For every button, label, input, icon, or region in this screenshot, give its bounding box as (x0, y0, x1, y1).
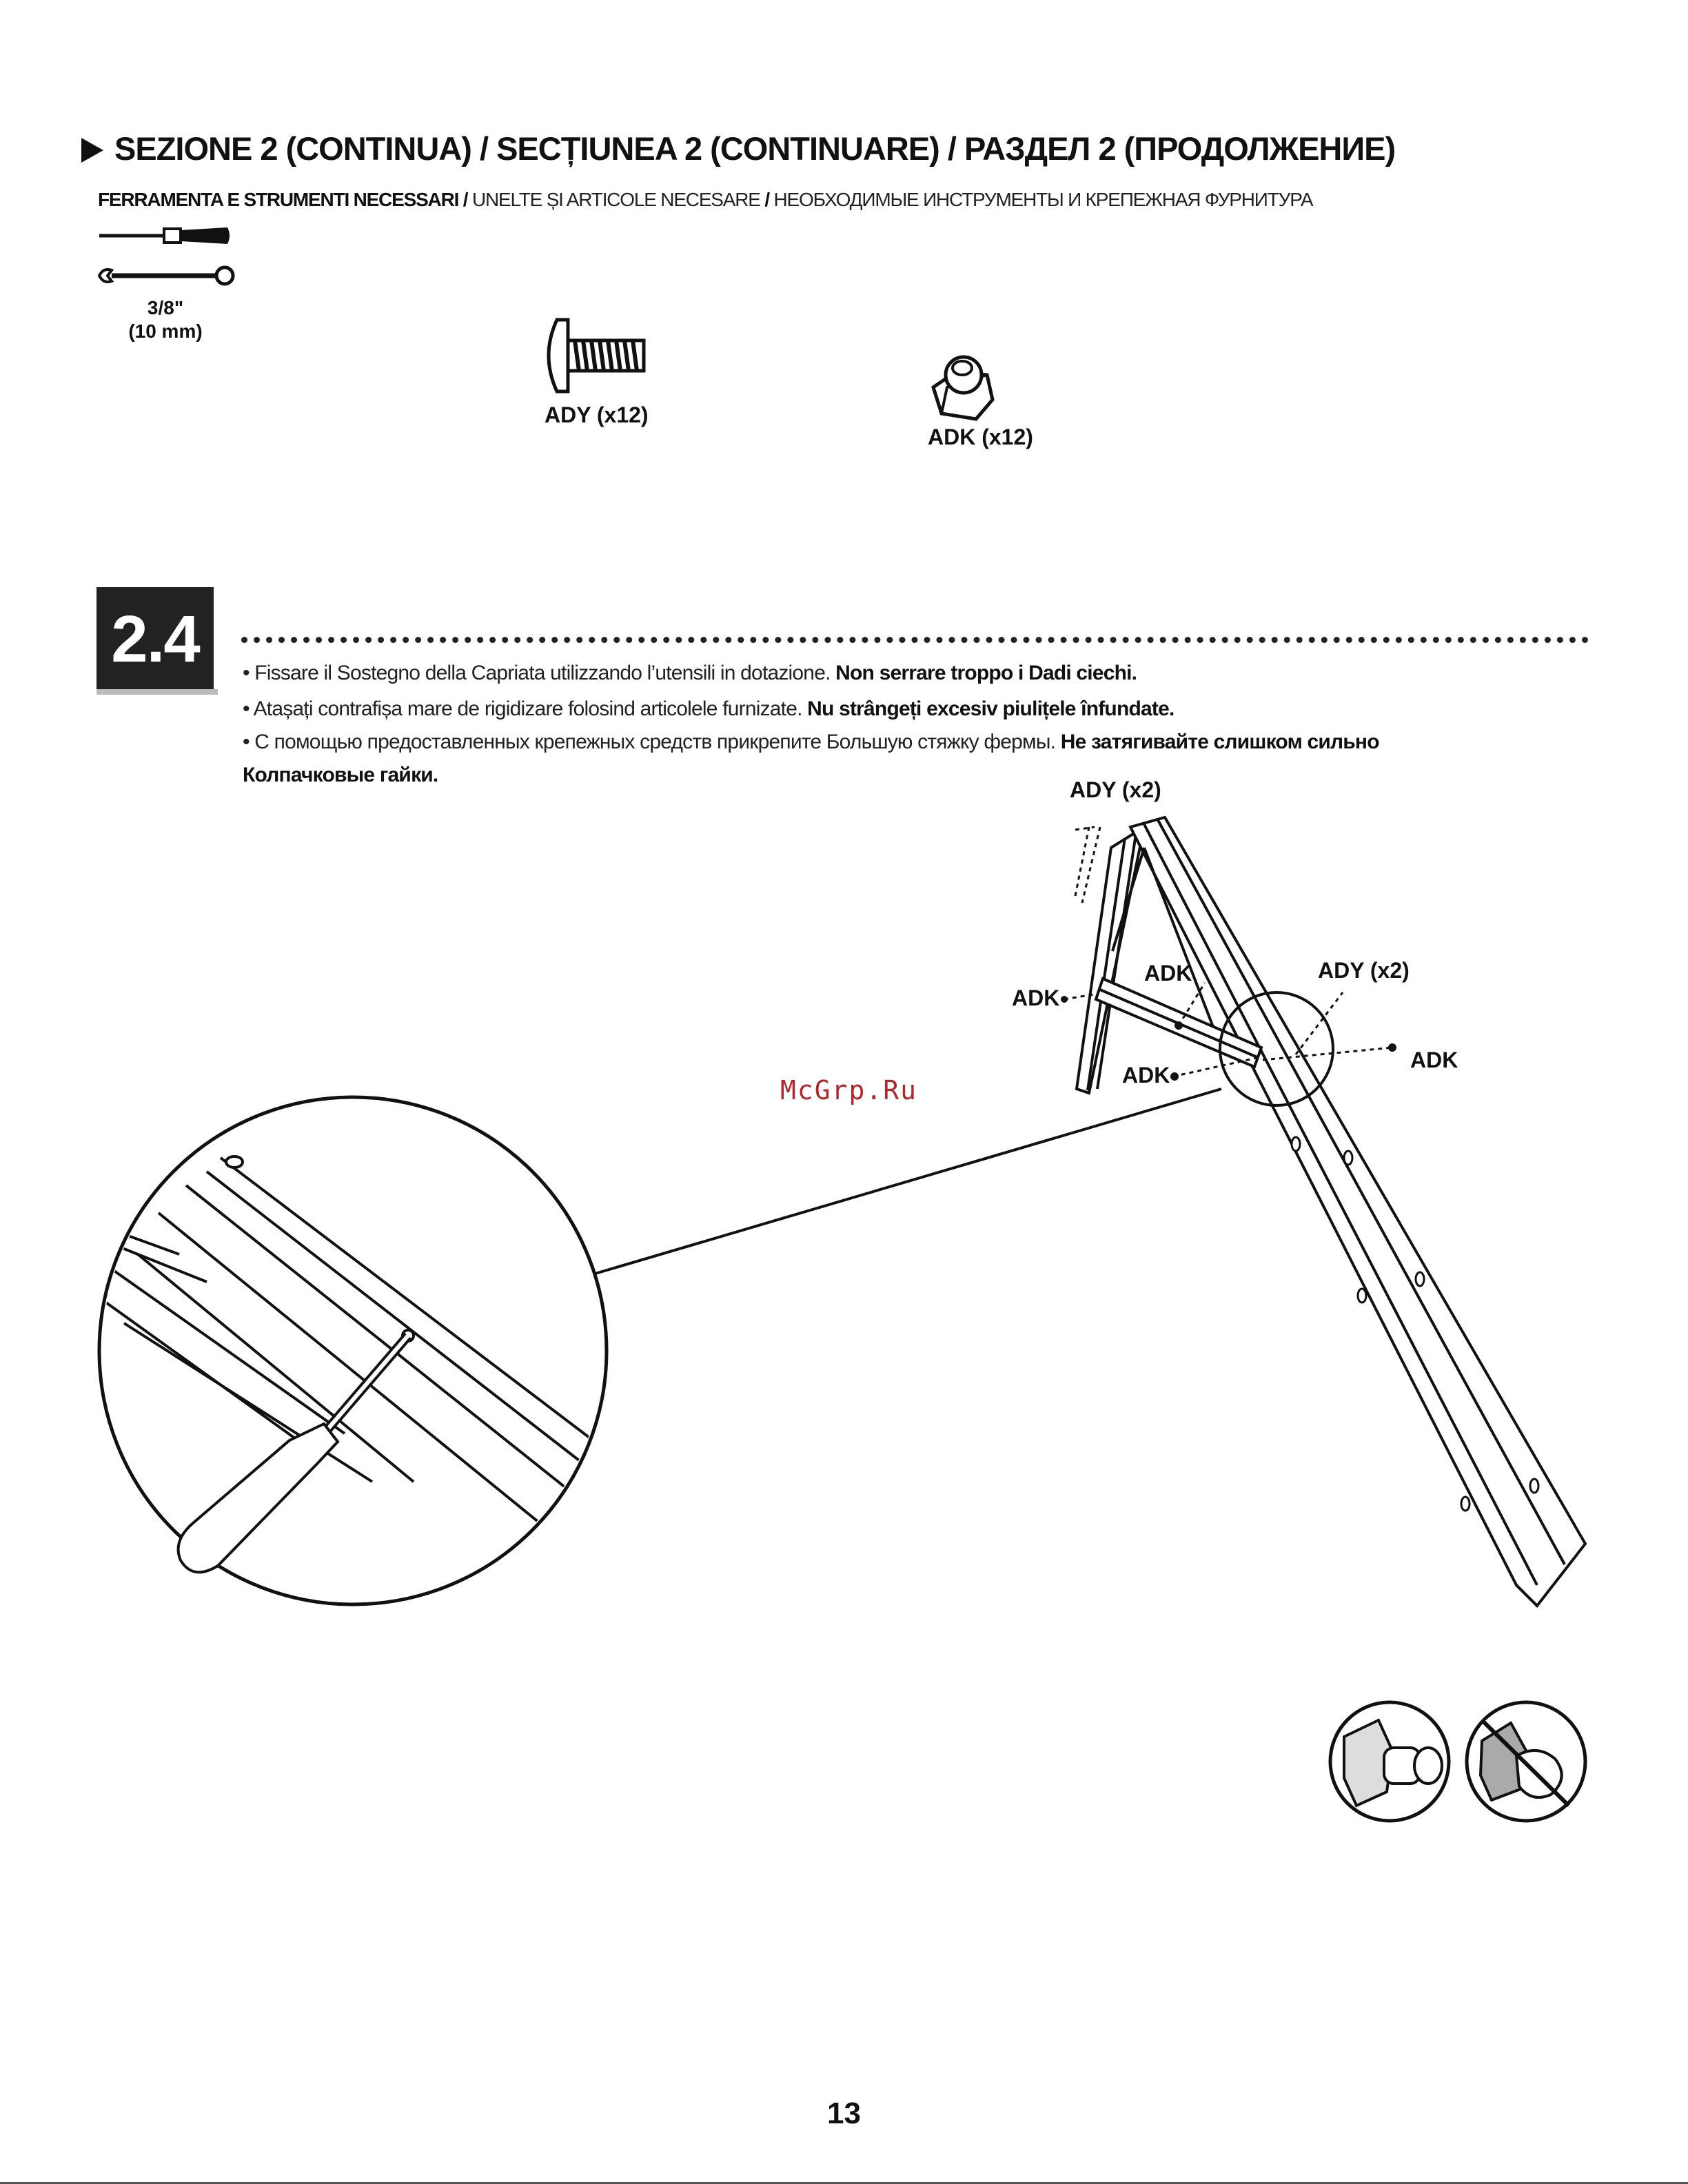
wrench-size-mm: (10 mm) (128, 320, 203, 342)
subtitle-russian: НЕОБХОДИМЫЕ ИНСТРУМЕНТЫ И КРЕПЕЖНАЯ ФУРНИТУРА (773, 189, 1313, 210)
callout-adk-lower: ADK (1122, 1063, 1170, 1088)
page-number: 13 (827, 2096, 861, 2130)
wrench-size-inch: 3/8" (147, 297, 184, 318)
watermark-text: McGrp.Ru (780, 1075, 918, 1105)
instruction-italian-text: Fissare il Sostegno della Capriata utilizzando l’utensili in dotazione. (254, 662, 836, 684)
instruction-russian-text: С помощью предоставленных крепежных средств прикрепите Большую стяжку фермы. (254, 731, 1061, 753)
callout-ady-top: ADY (x2) (1070, 777, 1161, 802)
bullet: • (243, 731, 250, 753)
instruction-italian-warning: Non serrare troppo i Dadi ciechi. (835, 662, 1137, 684)
bullet: • (243, 697, 250, 720)
callout-adk-mid: ADK (1144, 961, 1192, 986)
correct-tightening-icon (1330, 1702, 1449, 1821)
instruction-romanian-warning: Nu strângeți excesiv piulițele înfundate. (807, 697, 1175, 720)
instruction-russian-warning-cont: Колпачковые гайки. (243, 764, 438, 786)
instruction-russian-warning: Не затягивайте слишком сильно (1060, 731, 1379, 753)
callout-ady-right: ADY (x2) (1318, 958, 1410, 983)
detail-magnified-view (96, 1097, 620, 1604)
bolt-part-label: ADY (x12) (545, 402, 649, 427)
subtitle-italian: FERRAMENTA E STRUMENTI NECESSARI (98, 189, 459, 210)
nut-part-label: ADK (x12) (928, 425, 1033, 449)
subtitle-separator: / (760, 189, 774, 210)
instruction-romanian-text: Atașați contrafișa mare de rigidizare folosind articolele furnizate. (253, 697, 808, 720)
step-number: 2.4 (111, 602, 199, 676)
callout-adk-left: ADK (1012, 986, 1060, 1010)
over-tightened-icon (1467, 1702, 1585, 1821)
subtitle-separator: / (458, 189, 472, 210)
callout-adk-right: ADK (1410, 1048, 1458, 1072)
truss-vertical-brace (1077, 827, 1144, 1093)
subtitle-romanian: UNELTE ȘI ARTICOLE NECESARE (471, 189, 760, 210)
bullet: • (243, 662, 250, 684)
section-title-text: SEZIONE 2 (CONTINUA) / SECȚIUNEA 2 (CONTINUARE) / РАЗДЕЛ 2 (ПРОДОЛЖЕНИЕ) (114, 130, 1396, 167)
rafter-beam (1130, 817, 1585, 1606)
detail-leader-line (586, 1089, 1221, 1276)
